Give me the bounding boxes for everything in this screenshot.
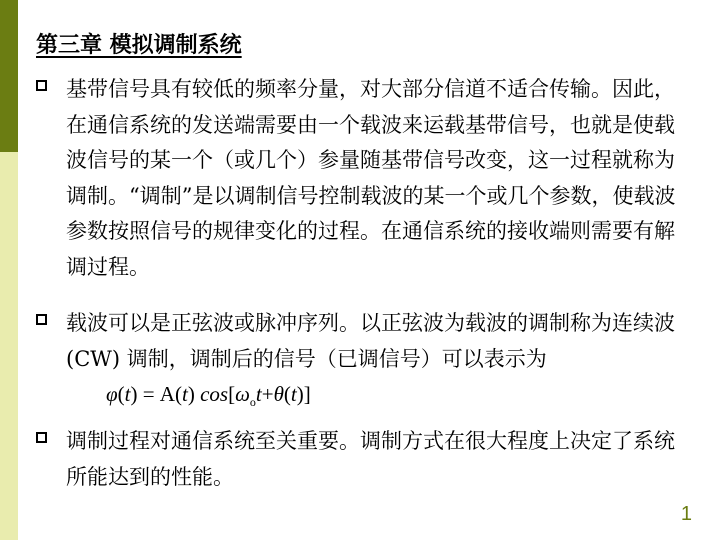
bullet-item-1 (36, 72, 676, 285)
bullet-text-3: 调制过程对通信系统至关重要。调制方式在很大程度上决定了系统所能达到的性能。 (66, 429, 675, 489)
bullet-text-2-container (66, 306, 676, 421)
formula-phi: φ (106, 382, 118, 406)
bullet-item-2 (36, 306, 676, 421)
formula-omega: ω (235, 382, 250, 406)
page-number: 1 (680, 503, 692, 525)
slide-title: 第三章 模拟调制系统 (36, 32, 242, 58)
modulated-signal-formula: φ(t) = A(t) $\cos[\omega_ot+\theta(t)]$ (106, 382, 311, 410)
bullet-text-2: 载波可以是正弦波或脉冲序列。以正弦波为载波的调制称为连续波(CW) 调制，调制后的信号（已调信号）可以表示为 (66, 311, 675, 371)
bullet-item-3 (36, 424, 676, 495)
formula-cos: cos (200, 382, 229, 406)
checkbox-bullet-icon (36, 432, 47, 443)
checkbox-bullet-icon (36, 314, 47, 325)
formula-theta: θ (273, 382, 284, 406)
checkbox-bullet-icon (36, 80, 47, 91)
left-accent-bar-dark (0, 0, 18, 152)
bullet-text-1: 基带信号具有较低的频率分量，对大部分信道不适合传输。因此，在通信系统的发送端需要由一个载波来运载基带信号，也就是使载波信号的某一个（或几个）参量随基带信号改变，这一过程就称为调制。“调制”是以调制信号控制载波的某一个或几个参数，使载波参数按照信号的规律变化的过程。在通信系统的接收端则需要有解调过程。 (66, 77, 676, 279)
left-accent-bar-light (0, 152, 18, 540)
